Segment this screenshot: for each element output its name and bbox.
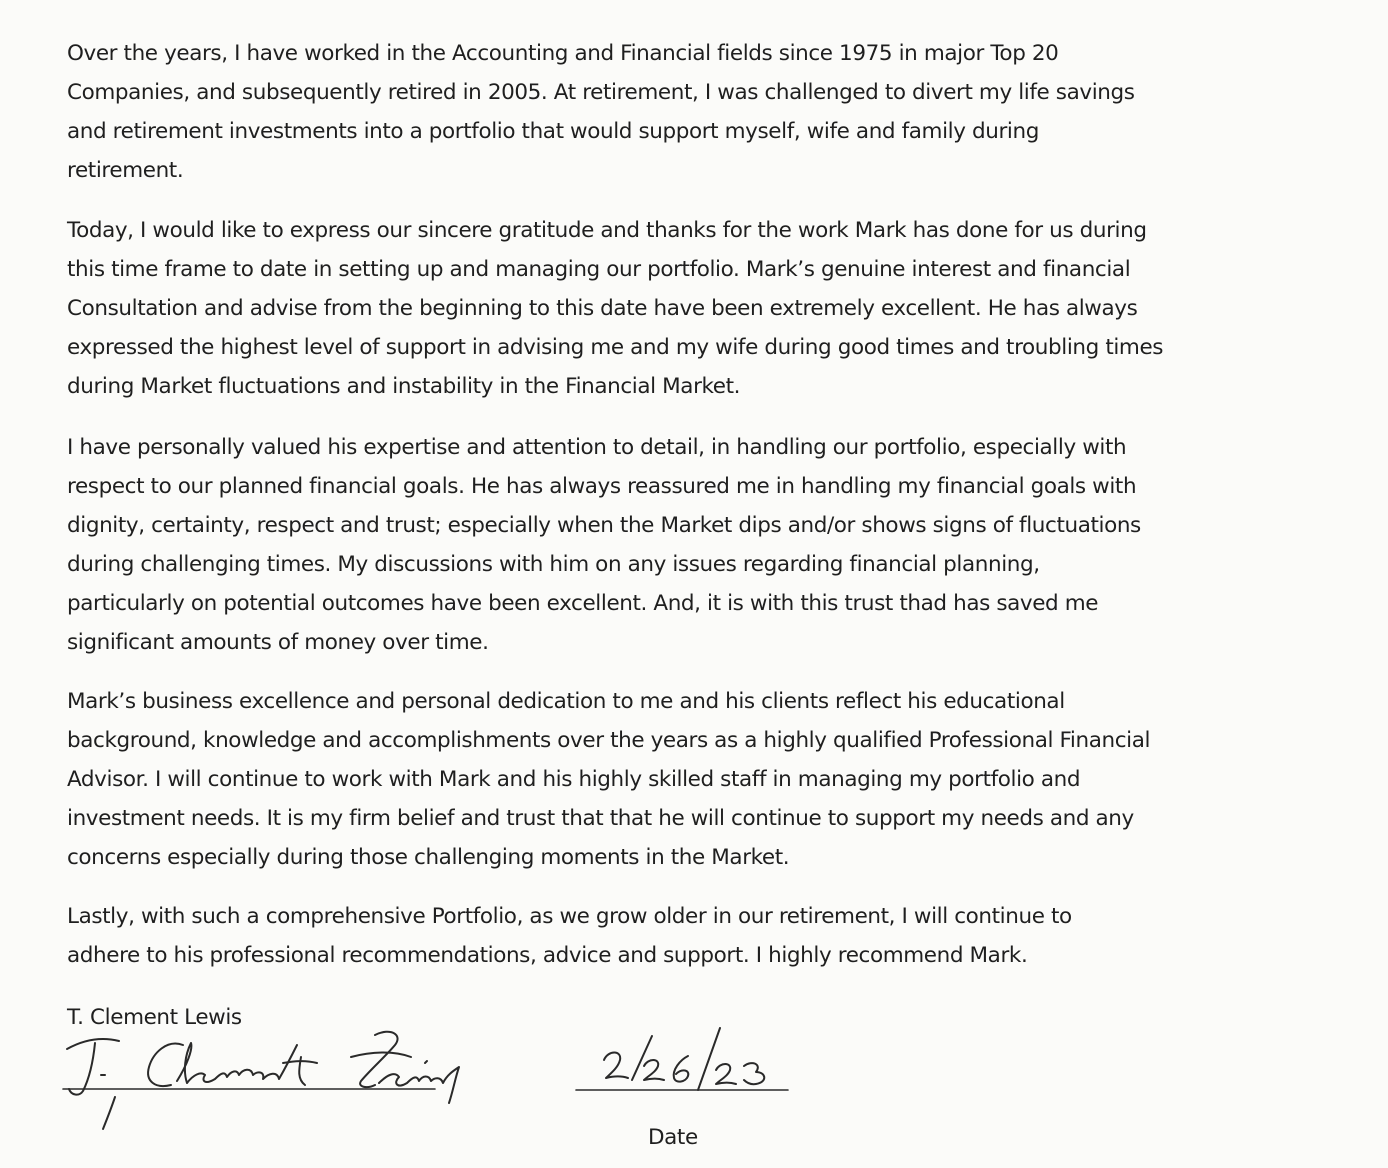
paragraph-3	[67, 428, 1327, 662]
paragraph-line: concerns especially during those challenging moments in the Market.	[67, 845, 790, 870]
paragraph-line: respect to our planned financial goals. He has always reassured me in handling my financial goals with	[67, 474, 1137, 499]
paragraph-line: Mark’s business excellence and personal dedication to me and his clients reflect his educational	[67, 689, 1065, 714]
paragraph-line: particularly on potential outcomes have been excellent. And, it is with this trust thad has saved me	[67, 591, 1099, 616]
paragraph-line: dignity, certainty, respect and trust; especially when the Market dips and/or shows signs of fluctuations	[67, 513, 1141, 538]
paragraph-4	[67, 682, 1327, 877]
paragraph-line: I have personally valued his expertise and attention to detail, in handling our portfolio, especially with	[67, 435, 1127, 460]
paragraph-line: expressed the highest level of support in advising me and my wife during good times and troubling times	[67, 335, 1164, 360]
paragraph-line: adhere to his professional recommendations, advice and support. I highly recommend Mark.	[67, 943, 1028, 968]
handwritten-date	[548, 1022, 798, 1102]
date-label: Date	[648, 1125, 698, 1150]
paragraph-2	[67, 211, 1337, 406]
paragraph-line: Over the years, I have worked in the Accounting and Financial fields since 1975 in major Top 20	[67, 41, 1059, 66]
paragraph-line: Companies, and subsequently retired in 2005. At retirement, I was challenged to divert my life savings	[67, 80, 1135, 105]
paragraph-line: during Market fluctuations and instability in the Financial Market.	[67, 374, 741, 399]
paragraph-line: investment needs. It is my firm belief and trust that that he will continue to support my needs and any	[67, 806, 1134, 831]
paragraph-line: Lastly, with such a comprehensive Portfolio, as we grow older in our retirement, I will continue to	[67, 904, 1072, 929]
paragraph-line: background, knowledge and accomplishments over the years as a highly qualified Professional Financial	[67, 728, 1151, 753]
paragraph-line: significant amounts of money over time.	[67, 630, 489, 655]
paragraph-1	[67, 34, 1327, 190]
paragraph-line: during challenging times. My discussions with him on any issues regarding financial planning,	[67, 552, 1040, 577]
handwritten-signature	[55, 1005, 495, 1135]
paragraph-line: Advisor. I will continue to work with Mark and his highly skilled staff in managing my portfolio and	[67, 767, 1081, 792]
paragraph-line: retirement.	[67, 158, 184, 183]
paragraph-line: Today, I would like to express our sincere gratitude and thanks for the work Mark has done for us during	[67, 218, 1147, 243]
paragraph-line: this time frame to date in setting up and managing our portfolio. Mark’s genuine interest and financial	[67, 257, 1131, 282]
paragraph-line: Consultation and advise from the beginning to this date have been extremely excellent. He has always	[67, 296, 1138, 321]
signer-name: T. Clement Lewis	[67, 1005, 242, 1030]
paragraph-5	[67, 897, 1327, 975]
paragraph-line: and retirement investments into a portfolio that would support myself, wife and family during	[67, 119, 1039, 144]
